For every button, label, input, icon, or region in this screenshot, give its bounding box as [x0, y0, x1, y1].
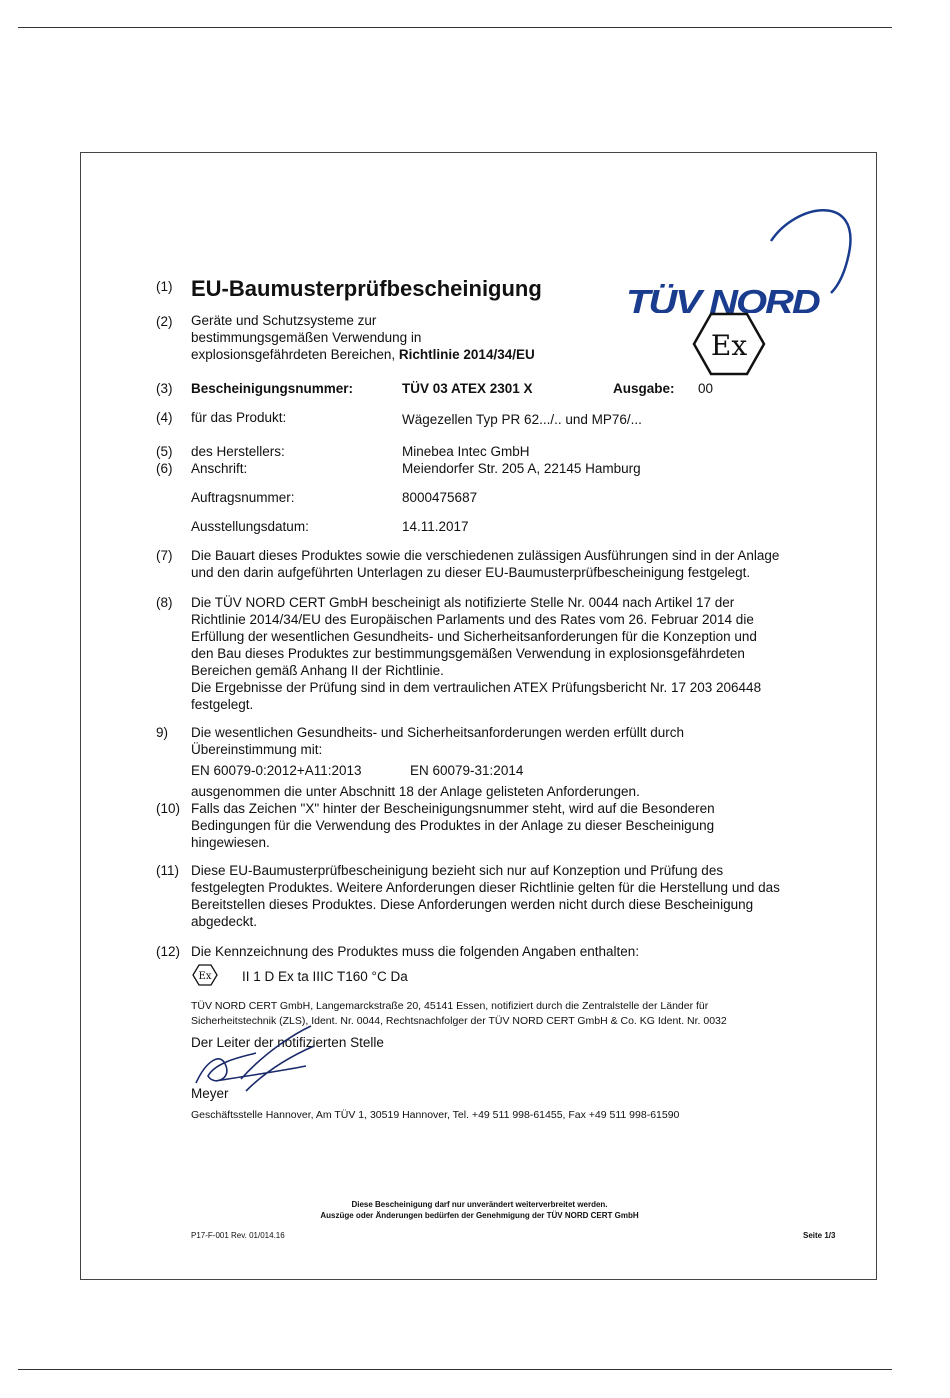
paragraph-8: Die TÜV NORD CERT GmbH bescheinigt als notifizierte Stelle Nr. 0044 nach Artikel 17 der Richtlinie 2014/34/EU des Europäischen Parlaments und des Rates vom 26. Februar 2014 die Erfüllung der wesentlichen Gesundheits- und Sicherheitsanforderungen für die Konzeption und den Bau dieses Produktes zur bestimmungsgemäßen Verwendung in explosionsgefährdeten Bereichen gemäß Anhang II der Richtlinie. Die Ergebnisse der Prüfung sind in dem vertraulichen ATEX Prüfungsbericht Nr. 17 203 206448 festgelegt.	[191, 595, 762, 712]
edition-value: 00	[698, 381, 714, 396]
svg-text:Ex: Ex	[198, 971, 212, 982]
order-label: Auftragsnummer:	[191, 490, 295, 505]
ex-symbol-icon	[691, 311, 767, 377]
page-number: Seite 1/3	[803, 1231, 836, 1240]
paragraph-9: Die wesentlichen Gesundheits- und Sicherheitsanforderungen werden erfüllt durch Übereinstimmung mit:	[191, 725, 685, 757]
item-number-3: (3)	[156, 381, 173, 396]
paragraph-10: Falls das Zeichen "X" hinter der Bescheinigungsnummer steht, wird auf die Besonderen Bedingungen für die Verwendung des Produktes in der Anlage zu dieser Bescheinigung hingewiesen.	[191, 801, 715, 850]
address-value: Meiendorfer Str. 205 A, 22145 Hamburg	[402, 461, 641, 476]
product-value: Wägezellen Typ PR 62.../.. und MP76/...	[402, 412, 642, 427]
paragraph-7: Die Bauart dieses Produktes sowie die verschiedenen zulässigen Ausführungen sind in der Anlage und den darin aufgeführten Unterlagen zu dieser EU-Baumusterprüfbescheinigung festgelegt.	[191, 548, 780, 580]
signatory-name: Meyer	[191, 1086, 229, 1101]
item-number-8: (8)	[156, 595, 173, 610]
product-marking: II 1 D Ex ta IIIC T160 °C Da	[242, 969, 408, 984]
form-id: P17-F-001 Rev. 01/014.16	[191, 1231, 285, 1240]
scope-text: Geräte und Schutzsysteme zur bestimmungsgemäßen Verwendung in explosionsgefährdeten Bereichen, Richtlinie 2014/34/EU	[191, 313, 535, 362]
item-number-2: (2)	[156, 314, 173, 329]
paragraph-11: Diese EU-Baumusterprüfbescheinigung bezieht sich nur auf Konzeption und Prüfung des festgelegten Produktes. Weitere Anforderungen dieser Richtlinie gelten für die Herstellung und das Bereitstellen dieses Produktes. Diese Anforderungen werden nicht durch diese Bescheinigung abgedeckt.	[191, 863, 780, 929]
issue-date: 14.11.2017	[402, 519, 469, 534]
product-label: für das Produkt:	[191, 410, 287, 425]
manufacturer-value: Minebea Intec GmbH	[402, 444, 530, 459]
item-number-6: (6)	[156, 461, 173, 476]
address-label: Anschrift:	[191, 461, 248, 476]
certificate-title: EU-Baumusterprüfbescheinigung	[191, 276, 542, 301]
cert-number-label: Bescheinigungsnummer:	[191, 381, 354, 396]
tuv-nord-logo	[621, 193, 866, 313]
item-number-12: (12)	[156, 944, 181, 959]
date-label: Ausstellungsdatum:	[191, 519, 309, 534]
item-number-7: (7)	[156, 548, 173, 563]
svg-text:Ex: Ex	[710, 329, 748, 362]
bottom-rule	[18, 1369, 892, 1370]
order-number: 8000475687	[402, 490, 478, 505]
top-rule	[18, 27, 892, 28]
standard-2: EN 60079-31:2014	[410, 763, 524, 778]
item-number-9: 9)	[156, 725, 169, 740]
head-of-notified-body: Der Leiter der notifizierten Stelle	[191, 1035, 384, 1050]
item-number-1: (1)	[156, 279, 173, 294]
standard-1: EN 60079-0:2012+A11:2013	[191, 763, 362, 778]
item-number-11: (11)	[156, 863, 180, 878]
office-contact: Geschäftsstelle Hannover, Am TÜV 1, 30519 Hannover, Tel. +49 511 998-61455, Fax +49 511 998-61590	[191, 1109, 680, 1121]
certificate-frame	[80, 152, 877, 1280]
item-number-4: (4)	[156, 410, 173, 425]
issuer-info: TÜV NORD CERT GmbH, Langemarckstraße 20, 45141 Essen, notifiziert durch die Zentralstelle der Länder für Sicherheitstechnik (ZLS), Ident. Nr. 0044, Rechtsnachfolger der TÜV NORD CERT GmbH & Co. KG Ident. Nr. 0032	[191, 1000, 727, 1027]
cert-number: TÜV 03 ATEX 2301 X	[402, 381, 533, 396]
paragraph-9-exception: ausgenommen die unter Abschnitt 18 der Anlage gelisteten Anforderungen.	[191, 784, 640, 799]
ex-marking-icon	[192, 964, 218, 986]
logo-text: TÜV NORD	[626, 282, 819, 313]
edition-label: Ausgabe:	[613, 381, 675, 396]
manufacturer-label: des Herstellers:	[191, 444, 285, 459]
paragraph-12: Die Kennzeichnung des Produktes muss die folgenden Angaben enthalten:	[191, 944, 640, 959]
item-number-10: (10)	[156, 801, 181, 816]
item-number-5: (5)	[156, 444, 173, 459]
disclaimer: Diese Bescheinigung darf nur unverändert weiterverbreitet werden. Auszüge oder Änderungen bedürfen der Genehmigung der TÜV NORD CERT GmbH	[320, 1200, 639, 1220]
